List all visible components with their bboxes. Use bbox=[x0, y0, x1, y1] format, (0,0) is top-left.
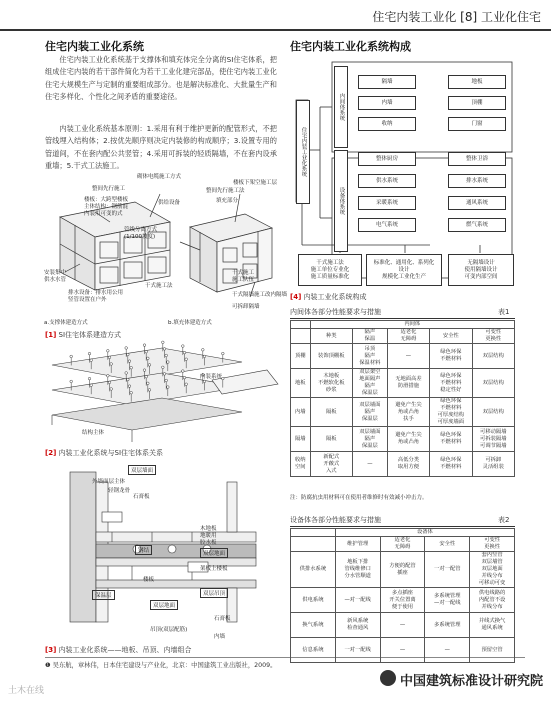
table-header-cell: 适老化 无障碍 bbox=[380, 537, 425, 552]
table-cell: 地板 bbox=[291, 369, 311, 398]
diagram-node: 排水系统 bbox=[448, 174, 506, 188]
table-cell: 双层结构 bbox=[472, 344, 514, 369]
table-cell: — bbox=[352, 452, 387, 477]
fig3-label: 地暖用 bbox=[200, 533, 217, 539]
table-header-cell: 适老化 无障碍 bbox=[387, 329, 429, 344]
table-cell: 新风系统 检查通风 bbox=[335, 613, 380, 638]
fig3-label: 内墙 bbox=[214, 634, 226, 640]
table2-number: 表2 bbox=[498, 516, 510, 524]
table-group-header: 设备体 bbox=[335, 529, 514, 537]
table-cell: 多系统管理 —对一配线 bbox=[425, 588, 470, 613]
table-cell: 地板下排 管线维修口 分水管顺道 bbox=[335, 552, 380, 588]
diagram-group1-label: 内间体系统 bbox=[334, 66, 348, 148]
fig1-label: 填充部分 bbox=[216, 198, 239, 204]
fig1-label: 排水设备：排水用公用竖管设置在户外 bbox=[68, 290, 124, 303]
fig3-label: 外墙面层主体 bbox=[92, 479, 126, 485]
fig3-label: 楼板 bbox=[143, 577, 155, 583]
fig1-label: 安装集中 bbox=[44, 270, 67, 276]
fig3-label: 双层吊顶 bbox=[200, 588, 228, 598]
fig3-label: 钢结 bbox=[135, 545, 152, 555]
table-header-cell: 安全性 bbox=[425, 537, 470, 552]
table-header-cell: 种类 bbox=[310, 329, 352, 344]
fig3-label: 保温层 bbox=[92, 590, 115, 600]
fig3-label: 轻钢龙骨 bbox=[108, 488, 131, 494]
table-cell: 吊顶 隔声 保温材料 bbox=[352, 344, 387, 369]
table1-note: 注：防腐抗虫用材料可在使用者维修时有效减小冲击力。 bbox=[290, 495, 428, 501]
diagram-node: 燃气系统 bbox=[448, 218, 506, 232]
table-cell: 绿色环保 不燃材料 bbox=[430, 344, 472, 369]
diagram-node: 整体卫浴 bbox=[448, 152, 506, 166]
fig1-label: 内装用可变的式 bbox=[84, 211, 123, 217]
table-cell: —对一配线 bbox=[335, 588, 380, 613]
diagram-node: 采暖系统 bbox=[358, 196, 416, 210]
header-rule bbox=[0, 29, 551, 31]
table-cell: 高低分类 取用方便 bbox=[387, 452, 429, 477]
fig1-label: (1/100坡度) bbox=[124, 234, 156, 240]
fig1-caption: [1] SI住宅体系建造方式 bbox=[45, 331, 122, 339]
diagram-node: 供水系统 bbox=[358, 174, 416, 188]
table-cell: 双层结构 bbox=[472, 398, 514, 427]
fig3-label: 木地板 bbox=[200, 526, 217, 532]
fig1-label: 干式施工 bbox=[232, 270, 255, 276]
table-header-cell: 安全性 bbox=[430, 329, 472, 344]
table-row bbox=[291, 552, 515, 588]
left-section-title: 住宅内装工业化系统 bbox=[45, 40, 144, 53]
fig3-label: 石膏板 bbox=[133, 494, 150, 500]
fig2-caption: [2] 内装工业化系统与SI住宅体系关系 bbox=[45, 449, 164, 457]
diagram-node: 门窗 bbox=[448, 117, 506, 131]
fig1-sub-b: b.填充体建造方式 bbox=[168, 320, 212, 326]
table-row bbox=[291, 369, 515, 398]
interior-structure-figure bbox=[42, 340, 282, 445]
fig3-label: 胶水板 bbox=[200, 540, 217, 546]
table-header-cell: 隔声 保温 bbox=[352, 329, 387, 344]
table-cell: 供电线路的 内配管不设 并线分布 bbox=[470, 588, 515, 613]
table-row bbox=[291, 344, 515, 369]
table-cell: 多点插座 开关位置离 便于使用 bbox=[380, 588, 425, 613]
fig1-label: 干式隔墙施工改内隔墙 bbox=[232, 292, 288, 298]
table-row bbox=[291, 638, 515, 663]
fig1-label: 可拆卸隔墙 bbox=[232, 304, 260, 310]
principles-paragraph: 内装工业化系统基本原则：1.采用有利于维护更新的配管形式，不把管线埋入结构体；2.按优先顺序则决定内装修的构成顺序；3.设置专用的管道间，不在套内配公共竖管；4.采用可拆装的轻质隔墙，不在套内设承重墙；5.干式工法施工。 bbox=[45, 124, 277, 171]
footnote: ❶ 吴东航，章林伟，日本住宅建设与产业化，北京：中国建筑工业出版社，2009。 bbox=[45, 662, 277, 669]
table-row bbox=[291, 398, 515, 427]
table-cell: 隔板 bbox=[310, 398, 352, 427]
watermark-right: 中国建筑标准设计研究院 bbox=[400, 674, 544, 689]
watermark-left: 土木在线 bbox=[8, 686, 45, 696]
table-row bbox=[291, 427, 515, 452]
table-header-cell: 可变性 更换性 bbox=[472, 329, 514, 344]
table-cell: 一对一配管 bbox=[425, 552, 470, 588]
fig2-label: 结构主体 bbox=[82, 430, 105, 436]
table-group-header: 内间体 bbox=[310, 321, 514, 329]
table-cell: 绿色环保 不燃材料 bbox=[430, 427, 472, 452]
diagram-node: 收纳 bbox=[358, 117, 416, 131]
diagram-node: 电气系统 bbox=[358, 218, 416, 232]
table-cell: 内墙 bbox=[291, 398, 311, 427]
table-cell: 避免产生尖 角或凸角 bbox=[387, 427, 429, 452]
table2-rule bbox=[290, 526, 515, 527]
table-cell: 可移动隔墙 可拆装隔墙 可调节隔墙 bbox=[472, 427, 514, 452]
table-cell: 装饰顶棚板 bbox=[310, 344, 352, 369]
fig1-label: 楼板下架空施工层 bbox=[233, 180, 278, 186]
diagram-node: 内墙 bbox=[358, 96, 416, 110]
fig1-label: 楼板：大跨型楼板 bbox=[84, 197, 129, 203]
table-cell: 木地板 不燃软化板 砂浆 bbox=[310, 369, 352, 398]
table2-title: 设备体各部分性能要求与措施 bbox=[290, 516, 381, 524]
wechat-icon bbox=[380, 670, 396, 686]
table-cell: 并线式换气 通风系统 bbox=[470, 613, 515, 638]
table-cell: 顶棚 bbox=[291, 344, 311, 369]
diagram-node: 地板 bbox=[448, 75, 506, 89]
fig1-label: 供水水管 bbox=[44, 277, 67, 283]
diagram-node: 通风系统 bbox=[448, 196, 506, 210]
table-cell: 供排水系统 bbox=[291, 552, 336, 588]
table-cell: 绿色环保 不燃材料 bbox=[430, 452, 472, 477]
table-cell: 收纳 空间 bbox=[291, 452, 311, 477]
diagram-root: 住宅内装工业化系统 bbox=[296, 100, 310, 204]
table-cell: — bbox=[387, 344, 429, 369]
floor-ceiling-wall-figure bbox=[42, 462, 282, 638]
fig2-label: 内装系统 bbox=[200, 374, 223, 380]
table-cell: 绿色环保 不燃材料 稳定性好 bbox=[430, 369, 472, 398]
fig1-sub-a: a.支撑体建造方式 bbox=[44, 320, 88, 326]
right-section-title: 住宅内装工业化系统构成 bbox=[290, 40, 411, 53]
fig3-caption: [3] 内装工业化系统——地板、吊顶、内墙组合 bbox=[45, 646, 192, 654]
table-cell: 隔墙 bbox=[291, 427, 311, 452]
diagram-node: 整体厨房 bbox=[358, 152, 416, 166]
table-row bbox=[291, 452, 515, 477]
fig3-label: 双层地面 bbox=[150, 600, 178, 610]
table-cell: 预留空管 bbox=[470, 638, 515, 663]
table-header-cell bbox=[291, 537, 336, 552]
fig1-label: 整间先行施工法 bbox=[206, 188, 245, 194]
fig1-label: 管线分离方式 bbox=[124, 227, 158, 233]
table-header-cell bbox=[291, 329, 311, 344]
table-cell: 双层结构 bbox=[472, 369, 514, 398]
table-cell: 可拆卸 灵活组装 bbox=[472, 452, 514, 477]
table-cell: 新配式 开敞式 入式 bbox=[310, 452, 352, 477]
diagram-bottom-node: 干式施工法 施工单位专业化 施工质量标准化 bbox=[298, 254, 362, 286]
fig1-label: 干式施工法 bbox=[145, 283, 173, 289]
fig1-label: 主体结构：钢筋混 bbox=[84, 204, 129, 210]
intro-paragraph: 住宅内装工业化系统基于支撑体和填充体完全分离的SI住宅体系，把组成住宅内装的若干部件简化为若干工业化建完部品，使住宅内装工业化住宅大规模生产与定制的重要组成部分。也是解决标准化、大批量生产和住宅多样化、个性化之间矛盾的重要途径。 bbox=[45, 55, 277, 102]
table-cell: — bbox=[425, 638, 470, 663]
diagram-group2-label: 设备体系统 bbox=[334, 150, 348, 252]
table1-number: 表1 bbox=[498, 308, 510, 316]
fig1-label: 供给设备 bbox=[158, 200, 181, 206]
table-header-cell: 维护管理 bbox=[335, 537, 380, 552]
table-cell: 信息系统 bbox=[291, 638, 336, 663]
table-cell: 供电系统 bbox=[291, 588, 336, 613]
running-header: 住宅内装工业化 [8] 工业化住宅 bbox=[372, 10, 541, 24]
table1-rule bbox=[290, 318, 515, 319]
table-cell: 隔板 bbox=[310, 427, 352, 452]
table-cell: 绿色环保 不燃材料 可厚度结构 可厚度墙面 bbox=[430, 398, 472, 427]
table-cell: 避免产生尖 角或凸角 扶手 bbox=[387, 398, 429, 427]
diagram-node: 隔墙 bbox=[358, 75, 416, 89]
diagram-node: 顶棚 bbox=[448, 96, 506, 110]
table-cell: 双层墙面 隔声 保温层 bbox=[352, 427, 387, 452]
fig3-label: 石膏板 bbox=[214, 616, 231, 622]
table-row bbox=[291, 588, 515, 613]
table-cell: 一对一配线 bbox=[335, 638, 380, 663]
fig3-label: 双层墙面 bbox=[128, 465, 156, 475]
table-cell: 方便的配管 插座 bbox=[380, 552, 425, 588]
table-cell: 双层架空 地面隔声 隔声 保温层 bbox=[352, 369, 387, 398]
table-cell: 换气系统 bbox=[291, 613, 336, 638]
fig1-label: 砌体电缆施工方式 bbox=[137, 174, 182, 180]
fig3-label: 双层地面 bbox=[200, 548, 228, 558]
table-header-cell: 可变性 更换性 bbox=[470, 537, 515, 552]
table-cell: 无地面高差 防滑措施 bbox=[387, 369, 429, 398]
fig1-label: 施工队伍 bbox=[232, 277, 255, 283]
fig3-label: 架板上楼板 bbox=[200, 566, 228, 572]
table-cell: 多系统管理 bbox=[425, 613, 470, 638]
table1-title: 内间体各部分性能要求与措施 bbox=[290, 308, 381, 316]
diagram-bottom-node: 无隔墙设计 使用隔墙设计 可变内部空间 bbox=[448, 254, 514, 286]
table-row bbox=[291, 613, 515, 638]
table-cell: — bbox=[380, 613, 425, 638]
fig1-label: 整间先行施工 bbox=[92, 186, 126, 192]
table-cell: — bbox=[380, 638, 425, 663]
table2 bbox=[290, 528, 515, 663]
fig3-label: 吊顶(双层配筋) bbox=[150, 627, 188, 633]
table-cell: 套内竖管 双层墙管 双层地面 并线分布 可移动可变 bbox=[470, 552, 515, 588]
fig4-caption: [4] 内装工业化系统构成 bbox=[290, 293, 367, 301]
table1 bbox=[290, 320, 515, 477]
table-cell: 双层墙面 隔声 保温层 bbox=[352, 398, 387, 427]
diagram-bottom-node: 标准化、通用化、系列化 设计 规模化工业化生产 bbox=[366, 254, 442, 286]
